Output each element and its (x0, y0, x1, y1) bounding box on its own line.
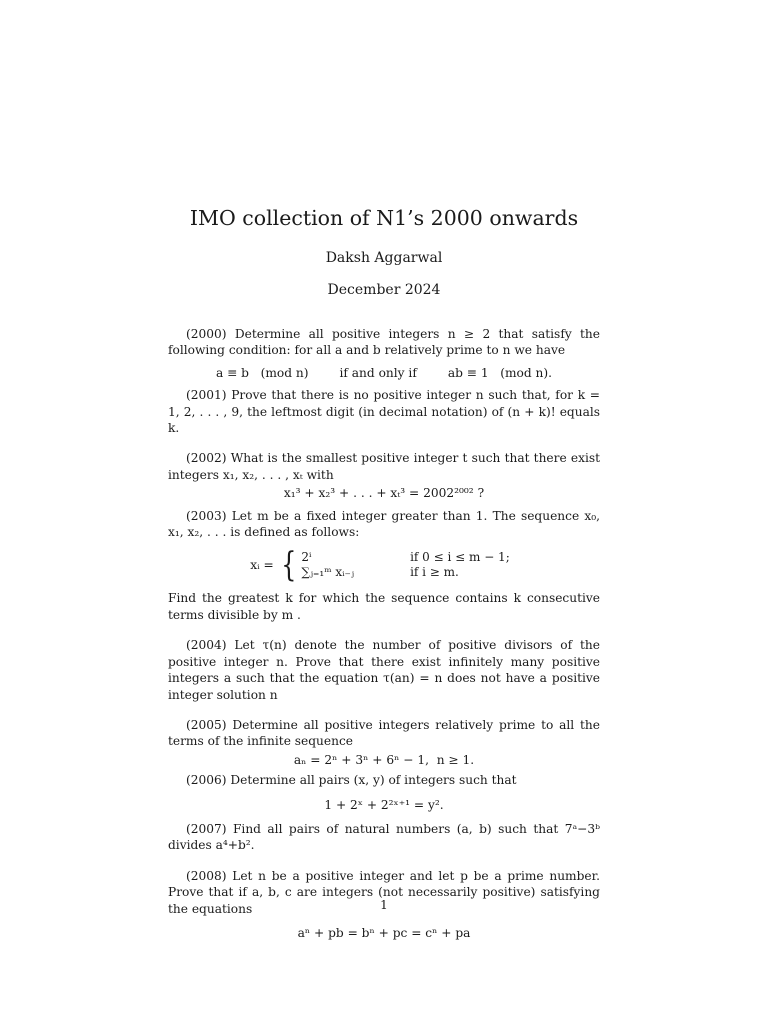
document-title: IMO collection of N1’s 2000 onwards (189, 206, 579, 230)
page-number: 1 (380, 898, 388, 912)
problem-2004: (2004) Let τ(n) denote the number of positive divisors of the positive integer n. Prove that there exist infinitely many positive integers a such that the equation τ(an) = n does not have a positive integer solution n (168, 638, 600, 702)
case-row (301, 550, 517, 565)
problem-2005-equation: aₙ = 2ⁿ + 3ⁿ + 6ⁿ − 1, n ≥ 1. (293, 752, 475, 767)
case-row (301, 565, 517, 580)
problem-2008-equation: aⁿ + pb = bⁿ + pc = cⁿ + pa (297, 925, 471, 940)
document-author: Daksh Aggarwal (325, 250, 443, 266)
cases-table (301, 550, 517, 580)
case-cond: if 0 ≤ i ≤ m − 1; (410, 550, 510, 565)
problem-list (168, 326, 600, 947)
problem-2003: (2003) Let m be a fixed integer greater than 1. The sequence x₀, x₁, x₂, . . . is defined as follows: (168, 508, 600, 540)
problem-2003-cases (168, 545, 600, 586)
problem-2002-equation: x₁³ + x₂³ + . . . + xₜ³ = 2002²⁰⁰² ? (283, 486, 485, 501)
case-expr: ∑ⱼ₌₁ᵐ xᵢ₋ⱼ (301, 565, 355, 580)
problem-2003-question: Find the greatest k for which the sequence contains k consecutive terms divisible by m . (168, 591, 600, 622)
case-cond: if i ≥ m. (410, 565, 459, 580)
case-expr: 2ⁱ (301, 550, 312, 565)
problem-2002: (2002) What is the smallest positive integer t such that there exist integers x₁, x₂, . . . , xₜ with (168, 451, 600, 482)
problem-2001: (2001) Prove that there is no positive integer n such that, for k = 1, 2, . . . , 9, the leftmost digit (in decimal notation) of (n + k)! equals k. (168, 388, 600, 436)
problem-2005: (2005) Determine all positive integers relatively prime to all the terms of the infinite sequence (168, 717, 600, 749)
problem-2008: (2008) Let n be a positive integer and let p be a prime number. Prove that if a, b, c are integers (not necessarily positive) satisfying the equations (168, 868, 600, 916)
document-date: December 2024 (327, 282, 441, 298)
problem-2000-equation: a ≡ b (mod n) if and only if ab ≡ 1 (mod n). (215, 365, 553, 380)
problem-2000: (2000) Determine all positive integers n ≥ 2 that satisfy the following condition: for all a and b relatively prime to n we have (168, 327, 600, 358)
problem-2006: (2006) Determine all pairs (x, y) of integers such that (186, 773, 517, 788)
cases-lhs: xᵢ = (250, 558, 274, 573)
problem-2006-equation: 1 + 2ˣ + 2²ˣ⁺¹ = y². (324, 797, 444, 812)
cases-brace: { (280, 545, 297, 586)
problem-2007: (2007) Find all pairs of natural numbers (a, b) such that 7ᵃ−3ᵇ divides a⁴+b². (168, 821, 600, 853)
